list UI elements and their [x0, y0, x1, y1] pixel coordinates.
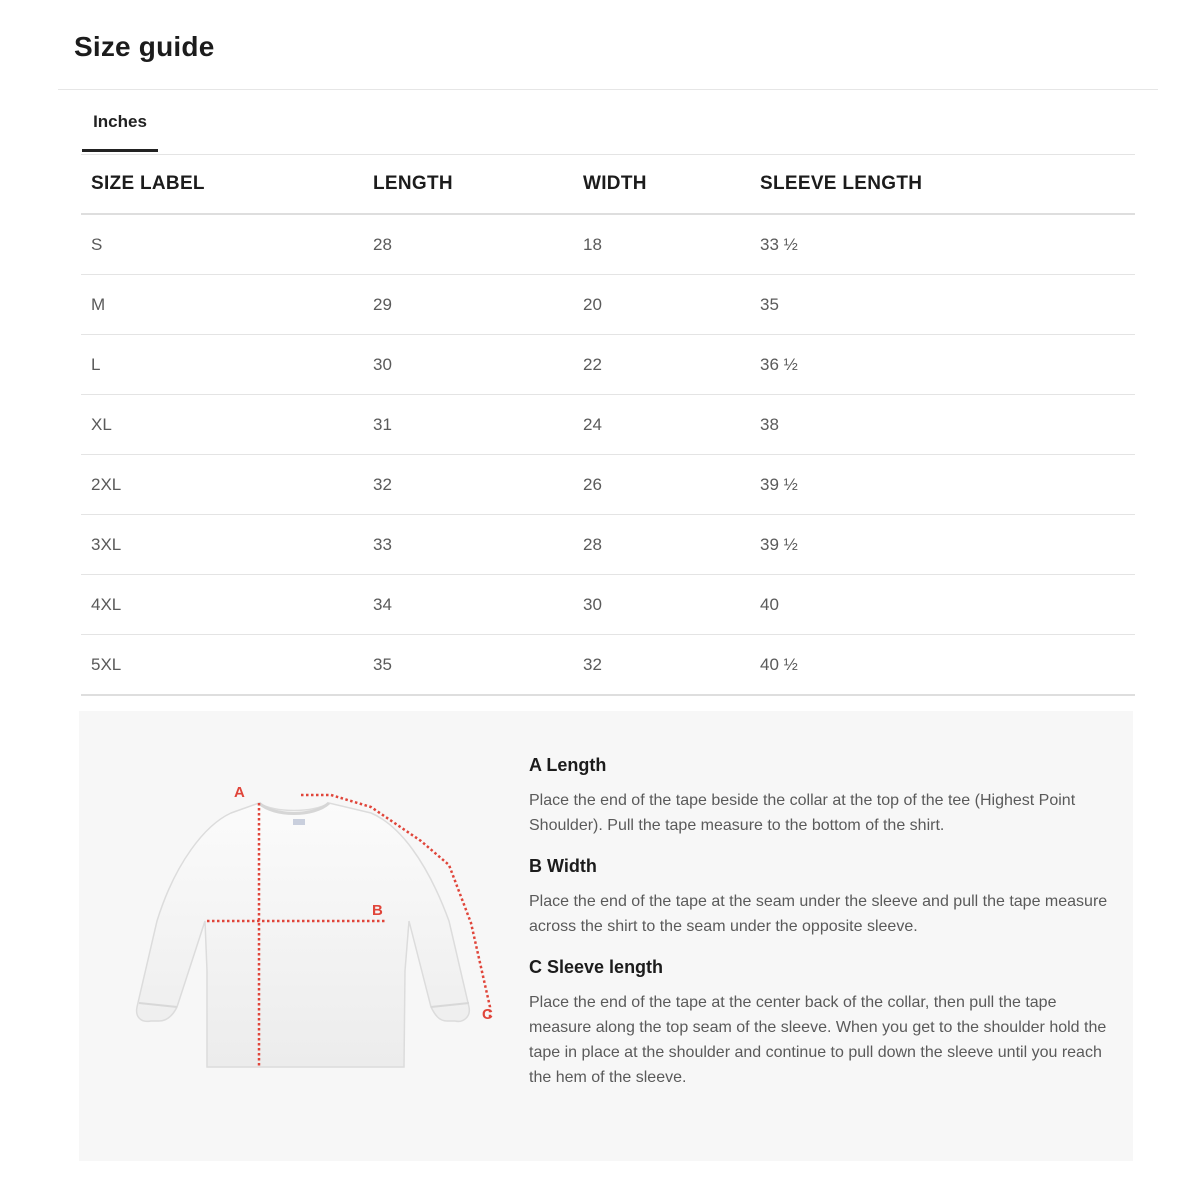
cell-width: 28	[573, 515, 750, 575]
cell-width: 30	[573, 575, 750, 635]
cell-sleeve-length: 36 ½	[750, 335, 1135, 395]
length-text: Place the end of the tape beside the collar at the top of the tee (Highest Point Shoulder). Pull the tape measure to the bottom of the shirt.	[529, 792, 1076, 834]
unit-tabs	[81, 96, 1135, 155]
cell-width: 32	[573, 635, 750, 696]
cell-width: 20	[573, 275, 750, 335]
cell-size: 5XL	[81, 635, 363, 696]
cell-sleeve-length: 40	[750, 575, 1135, 635]
marker-c: C	[482, 1006, 493, 1023]
cell-size: 4XL	[81, 575, 363, 635]
marker-a: A	[234, 784, 245, 801]
cell-sleeve-length: 39 ½	[750, 515, 1135, 575]
width-text: Place the end of the tape at the seam under the sleeve and pull the tape measure across the shirt to the seam under the opposite sleeve.	[529, 893, 1108, 935]
cell-sleeve-length: 40 ½	[750, 635, 1135, 696]
measurement-guide	[79, 711, 1133, 1161]
cell-length: 28	[363, 214, 573, 275]
cell-sleeve-length: 39 ½	[750, 455, 1135, 515]
header	[58, 0, 1158, 90]
column-header-length: LENGTH	[363, 155, 573, 214]
table-row	[81, 275, 1135, 335]
column-header-size-label: SIZE LABEL	[81, 155, 363, 214]
cell-size: XL	[81, 395, 363, 455]
length-title: A Length	[529, 755, 607, 775]
measurement-descriptions	[529, 755, 1109, 1108]
cell-length: 34	[363, 575, 573, 635]
table-row	[81, 455, 1135, 515]
page-title: Size guide	[74, 31, 215, 62]
cell-size: 3XL	[81, 515, 363, 575]
cell-length: 33	[363, 515, 573, 575]
table-row	[81, 515, 1135, 575]
tab-inches[interactable]: Inches	[82, 96, 158, 152]
table-row	[81, 335, 1135, 395]
cell-width: 26	[573, 455, 750, 515]
table-row	[81, 575, 1135, 635]
table-row	[81, 635, 1135, 696]
marker-b: B	[372, 902, 383, 919]
length-description	[529, 755, 1109, 838]
cell-sleeve-length: 35	[750, 275, 1135, 335]
long-sleeve-shirt-icon	[109, 771, 509, 1081]
cell-length: 35	[363, 635, 573, 696]
cell-length: 31	[363, 395, 573, 455]
cell-width: 18	[573, 214, 750, 275]
cell-length: 30	[363, 335, 573, 395]
width-title: B Width	[529, 856, 597, 876]
table-row	[81, 214, 1135, 275]
cell-length: 32	[363, 455, 573, 515]
cell-width: 22	[573, 335, 750, 395]
cell-size: M	[81, 275, 363, 335]
cell-size: 2XL	[81, 455, 363, 515]
sleeve-length-title: C Sleeve length	[529, 957, 664, 977]
column-header-sleeve-length: SLEEVE LENGTH	[750, 155, 1135, 214]
cell-size: L	[81, 335, 363, 395]
cell-width: 24	[573, 395, 750, 455]
cell-sleeve-length: 33 ½	[750, 214, 1135, 275]
cell-sleeve-length: 38	[750, 395, 1135, 455]
cell-length: 29	[363, 275, 573, 335]
width-description	[529, 856, 1109, 939]
cell-size: S	[81, 214, 363, 275]
sleeve-length-description	[529, 957, 1109, 1090]
table-row	[81, 395, 1135, 455]
column-header-width: WIDTH	[573, 155, 750, 214]
size-table	[81, 155, 1135, 696]
table-header-row	[81, 155, 1135, 214]
sleeve-length-text: Place the end of the tape at the center back of the collar, then pull the tape measure along the top seam of the sleeve. When you get to the shoulder hold the tape in place at the shoulder and continue to pull down the sleeve until you reach the hem of the sleeve.	[529, 994, 1107, 1086]
